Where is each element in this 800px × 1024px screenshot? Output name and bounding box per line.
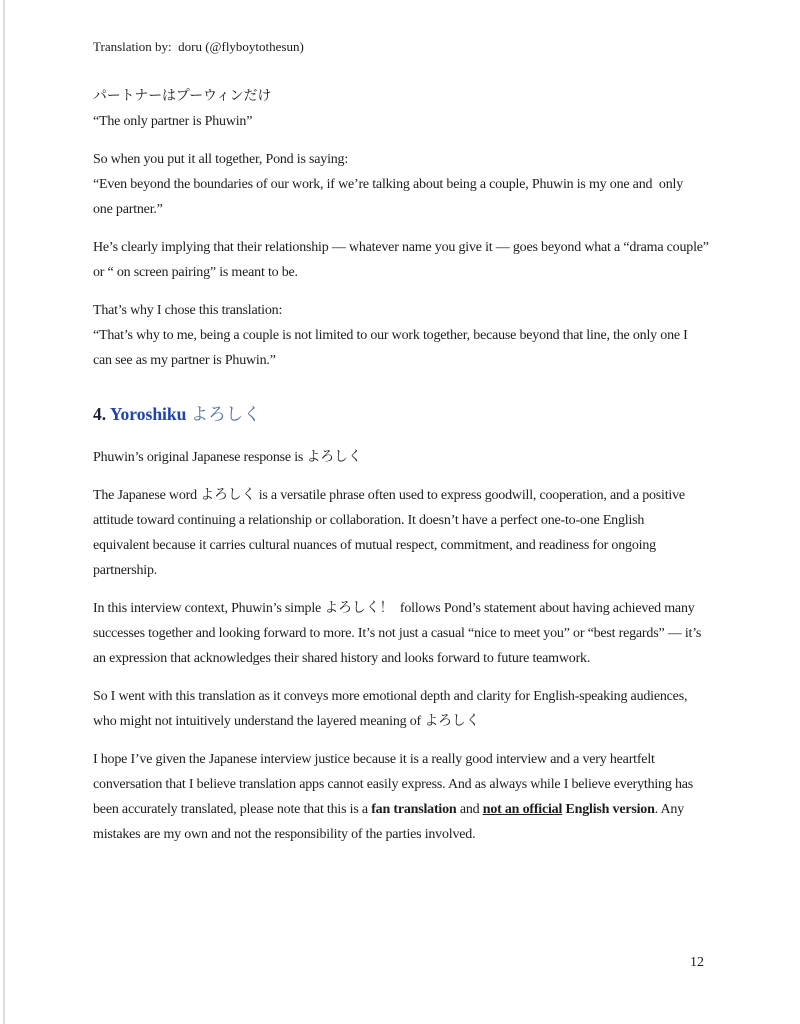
english-translation-line: “The only partner is Phuwin” bbox=[93, 114, 253, 129]
text-line: conversation that I believe translation apps cannot easily express. And as always while I believe everything has bbox=[93, 777, 694, 792]
scan-edge-line bbox=[3, 0, 5, 1024]
text-line-with-emphasis bbox=[93, 797, 733, 822]
text-line: So I went with this translation as it conveys more emotional depth and clarity for English-speaking audiences, bbox=[93, 689, 688, 704]
text-line: mistakes are my own and not the responsibility of the parties involved. bbox=[93, 827, 476, 842]
page-number: 12 bbox=[690, 955, 704, 970]
paragraph-word-meaning bbox=[93, 483, 733, 583]
bold-text-english-version: English version bbox=[562, 802, 655, 817]
text-segment: . Any bbox=[654, 802, 685, 817]
text-line: The Japanese word よろしく is a versatile phrase often used to express goodwill, cooperation, and a positive bbox=[93, 488, 685, 503]
text-line: attitude toward continuing a relationship or collaboration. It doesn’t have a perfect one-to-one English bbox=[93, 513, 645, 528]
text-line: In this interview context, Phuwin’s simple よろしく！ follows Pond’s statement about having achieved many bbox=[93, 601, 695, 616]
bold-text-fan-translation: fan translation bbox=[371, 802, 457, 817]
japanese-text-line: パートナーはプーウィンだけ bbox=[93, 89, 272, 104]
bold-underlined-text-not-official: not an official bbox=[482, 802, 563, 817]
text-line: partnership. bbox=[93, 563, 158, 578]
section-heading bbox=[93, 401, 733, 427]
text-line: I hope I’ve given the Japanese interview justice because it is a really good interview and a very heartfelt bbox=[93, 752, 655, 767]
text-line: “That’s why to me, being a couple is not limited to our work together, because beyond that line, the only one I bbox=[93, 328, 688, 343]
paragraph-interview-context bbox=[93, 596, 733, 671]
text-line: So when you put it all together, Pond is saying: bbox=[93, 152, 349, 167]
paragraph-japanese-quote bbox=[93, 84, 733, 134]
text-line: an expression that acknowledges their shared history and looks forward to future teamwork. bbox=[93, 651, 591, 666]
text-line: successes together and looking forward to more. It’s not just a casual “nice to meet you” or “best regards” — it’s bbox=[93, 626, 702, 641]
text-line: equivalent because it carries cultural nuances of mutual respect, commitment, and readiness for ongoing bbox=[93, 538, 656, 553]
text-segment: and bbox=[456, 802, 483, 817]
paragraph-pond-summary bbox=[93, 147, 733, 222]
section-number: 4. bbox=[93, 404, 110, 424]
text-segment: been accurately translated, please note that this is a bbox=[93, 802, 372, 817]
text-line: one partner.” bbox=[93, 202, 163, 217]
section-title-english: Yoroshiku bbox=[109, 404, 187, 424]
paragraph-original-response bbox=[93, 445, 733, 470]
text-line: He’s clearly implying that their relationship — whatever name you give it — goes beyond what a “drama couple” bbox=[93, 240, 709, 255]
paragraph-disclaimer bbox=[93, 747, 733, 847]
text-line: Phuwin’s original Japanese response is よろしく bbox=[93, 450, 362, 465]
page-content bbox=[93, 38, 733, 860]
text-line: “Even beyond the boundaries of our work, if we’re talking about being a couple, Phuwin is my one and only bbox=[93, 177, 683, 192]
text-line: or “ on screen pairing” is meant to be. bbox=[93, 265, 298, 280]
paragraph-translation-choice bbox=[93, 298, 733, 373]
translation-credit: Translation by: doru (@flyboytothesun) bbox=[93, 39, 304, 54]
text-line: who might not intuitively understand the layered meaning of よろしく bbox=[93, 714, 480, 729]
text-line: can see as my partner is Phuwin.” bbox=[93, 353, 276, 368]
text-line: That’s why I chose this translation: bbox=[93, 303, 283, 318]
paragraph-implication bbox=[93, 235, 733, 285]
section-title-japanese: よろしく bbox=[186, 404, 261, 424]
paragraph-translation-reason bbox=[93, 684, 733, 734]
